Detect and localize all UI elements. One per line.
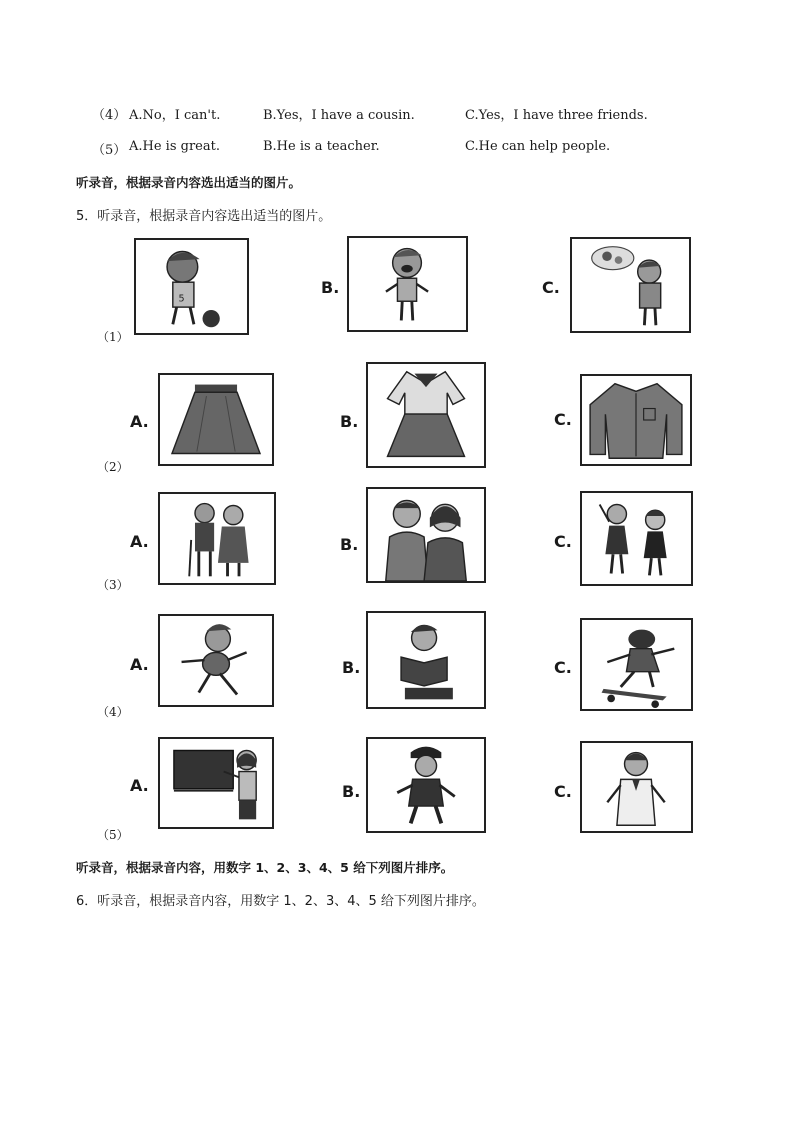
row4-option-a-image[interactable] [158, 614, 274, 707]
crying-boy-icon [349, 238, 466, 330]
row4-option-b-image[interactable] [366, 611, 486, 709]
row3-option-a-image[interactable] [158, 492, 276, 585]
skirt-icon [160, 375, 272, 464]
q4-option-b[interactable]: B.Yes，I have a cousin. [263, 108, 415, 123]
row3-label-a: A. [130, 532, 149, 551]
q5-number: （5） [92, 143, 127, 158]
row1-label-b: B. [321, 278, 340, 297]
q4-number: （4） [92, 108, 127, 123]
row2-label-b: B. [340, 412, 359, 431]
q5-option-b[interactable]: B.He is a teacher. [263, 139, 380, 154]
boy-with-ball-icon [136, 240, 247, 333]
skateboard-icon [582, 620, 691, 709]
row5-label-b: B. [342, 782, 361, 801]
row5-number: （5） [97, 828, 129, 842]
q5-option-a[interactable]: A.He is great. [129, 139, 220, 154]
parents-icon [368, 489, 484, 581]
row3-option-c-image[interactable] [580, 491, 693, 586]
row5-option-a-image[interactable] [158, 737, 274, 829]
row1-number: （1） [97, 330, 129, 344]
svg-text:5: 5 [178, 293, 185, 305]
row4-number: （4） [97, 705, 129, 719]
row3-label-b: B. [340, 535, 359, 554]
section5-instruction: 听录音，根据录音内容选出适当的图片。 [76, 175, 302, 190]
q5-option-c[interactable]: C.He can help people. [465, 139, 611, 154]
dress-icon [368, 364, 484, 466]
shirt-icon [582, 376, 690, 464]
row4-label-c: C. [554, 658, 572, 677]
row2-option-a-image[interactable] [158, 373, 274, 466]
running-boy-icon [160, 616, 272, 705]
q4-option-c[interactable]: C.Yes，I have three friends. [465, 108, 648, 123]
doctor-icon [582, 743, 691, 831]
row1-option-b-image[interactable] [347, 236, 468, 332]
police-icon [368, 739, 484, 831]
section5-title: 5．听录音，根据录音内容选出适当的图片。 [76, 209, 332, 224]
q4-option-a[interactable]: A.No，I can't. [129, 108, 221, 123]
row3-option-b-image[interactable] [366, 487, 486, 583]
row3-label-c: C. [554, 532, 572, 551]
row2-number: （2） [97, 460, 129, 474]
row4-label-a: A. [130, 655, 149, 674]
row2-label-a: A. [130, 412, 149, 431]
reading-boy-icon [368, 613, 484, 707]
section6-title: 6．听录音，根据录音内容，用数字 1、2、3、4、5 给下列图片排序。 [76, 894, 485, 909]
row5-label-c: C. [554, 782, 572, 801]
row2-label-c: C. [554, 410, 572, 429]
thinking-boy-icon [572, 239, 689, 331]
row5-option-c-image[interactable] [580, 741, 693, 833]
row4-label-b: B. [342, 658, 361, 677]
row1-label-c: C. [542, 278, 560, 297]
row1-option-a-image[interactable] [134, 238, 249, 335]
row5-option-b-image[interactable] [366, 737, 486, 833]
row3-number: （3） [97, 578, 129, 592]
row2-option-c-image[interactable] [580, 374, 692, 466]
grandparents-icon [160, 494, 274, 583]
row4-option-c-image[interactable] [580, 618, 693, 711]
row1-option-c-image[interactable] [570, 237, 691, 333]
teacher-icon [160, 739, 272, 827]
girls-icon [582, 493, 691, 584]
row5-label-a: A. [130, 776, 149, 795]
row2-option-b-image[interactable] [366, 362, 486, 468]
section6-instruction: 听录音，根据录音内容，用数字 1、2、3、4、5 给下列图片排序。 [76, 860, 454, 875]
